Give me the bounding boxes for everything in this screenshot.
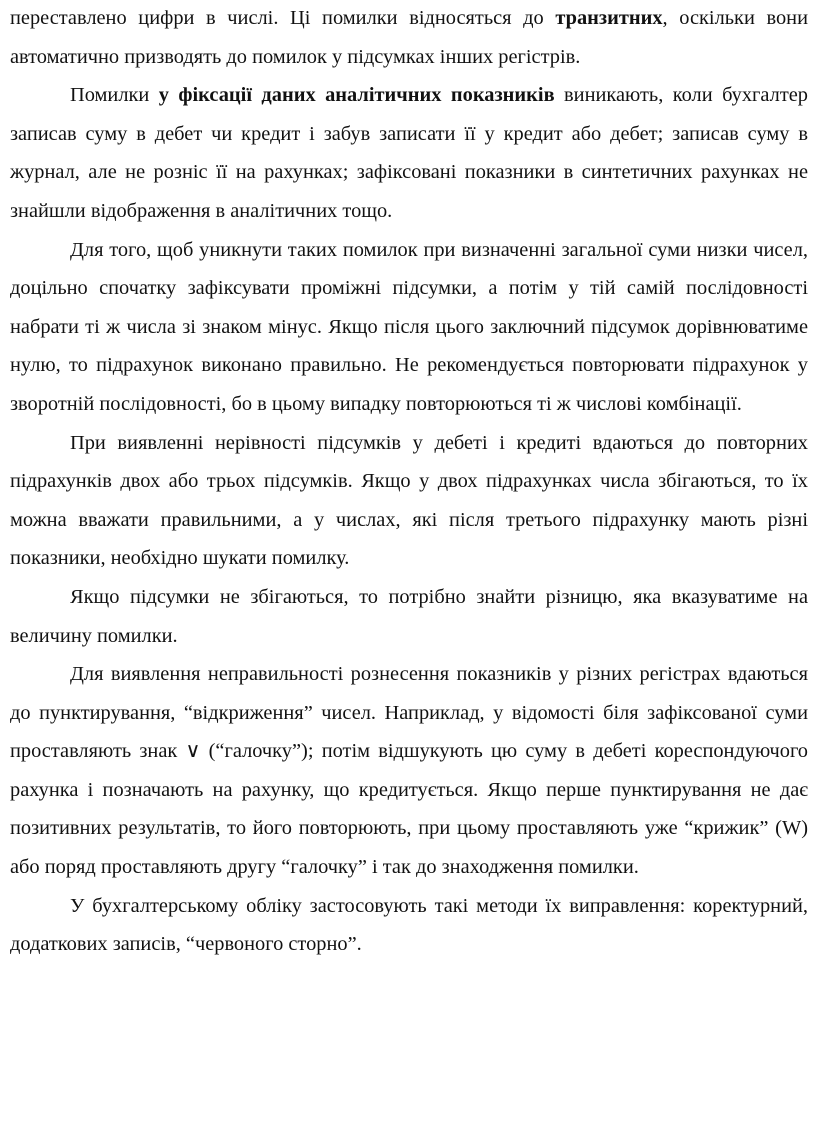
paragraph-text: переставлено цифри в числі. Ці помилки відносяться до: [10, 7, 556, 29]
paragraph-text: Помилки: [70, 84, 159, 107]
paragraph-avoid-errors: [10, 231, 808, 424]
paragraph-dotting: [10, 655, 808, 887]
paragraph-text: Для того, щоб уникнути таких помилок при визначенні загальної суми низки чисел, доцільно спочатку зафіксувати проміжні підсумки, а потім у тій самій послідовності набрати ті ж числа зі знаком мінус. Якщо після цього заключний підсумок дорівнюватиме нулю, то підрахунок виконано правильно. Не рекомендується повторювати підрахунок у зворотній послідовності, бо в цьому випадку повторюються ті ж числові комбінації.: [10, 238, 808, 415]
paragraph-text: , оскільки вони автоматично призводять до помилок у підсумках інших регістрів.: [10, 7, 808, 68]
paragraph-correction-methods: [10, 887, 808, 964]
paragraph-text: Якщо підсумки не збігаються, то потрібно знайти різницю, яка вказуватиме на величину помилки.: [10, 585, 808, 647]
paragraph-text: У бухгалтерському обліку застосовують такі методи їх виправлення: коректурний, додаткових записів, “червоного сторно”.: [10, 894, 808, 956]
term-analytic-fixation: у фіксації даних аналітичних показників: [158, 84, 555, 107]
paragraph-text: При виявленні нерівності підсумків у дебеті і кредиті вдаються до повторних підрахунків двох або трьох підсумків. Якщо у двох підрахунках числа збігаються, то їх можна вважати правильними, а у числах, які після третього підрахунку мають різні показники, необхідно шукати помилку.: [10, 431, 808, 570]
document-page: [10, 0, 808, 964]
paragraph-transit-errors: [10, 0, 808, 76]
paragraph-text: виникають, коли бухгалтер записав суму в дебет чи кредит і забув записати її у кредит або дебет; записав суму в журнал, але не розніс її на рахунках; зафіксовані показники в синтетичних рахунках не знайшли відображення в аналітичних тощо.: [10, 84, 808, 222]
paragraph-recount: [10, 424, 808, 578]
term-transit: транзитних: [555, 7, 663, 29]
paragraph-difference: [10, 578, 808, 655]
paragraph-analytic-errors: [10, 76, 808, 230]
paragraph-text: Для виявлення неправильності рознесення показників у різних регістрах вдаються до пунктирування, “відкриження” чисел. Наприклад, у відомості біля зафіксованої суми проставляють знак ∨ (“галочку”); потім відшукують цю суму в дебеті кореспондуючого рахунка і позначають на рахунку, що кредитується. Якщо перше пунктирування не дає позитивних результатів, то його повторюють, при цьому проставляють уже “крижик” (W) або поряд проставляють другу “галочку” і так до знаходження помилки.: [10, 663, 808, 879]
